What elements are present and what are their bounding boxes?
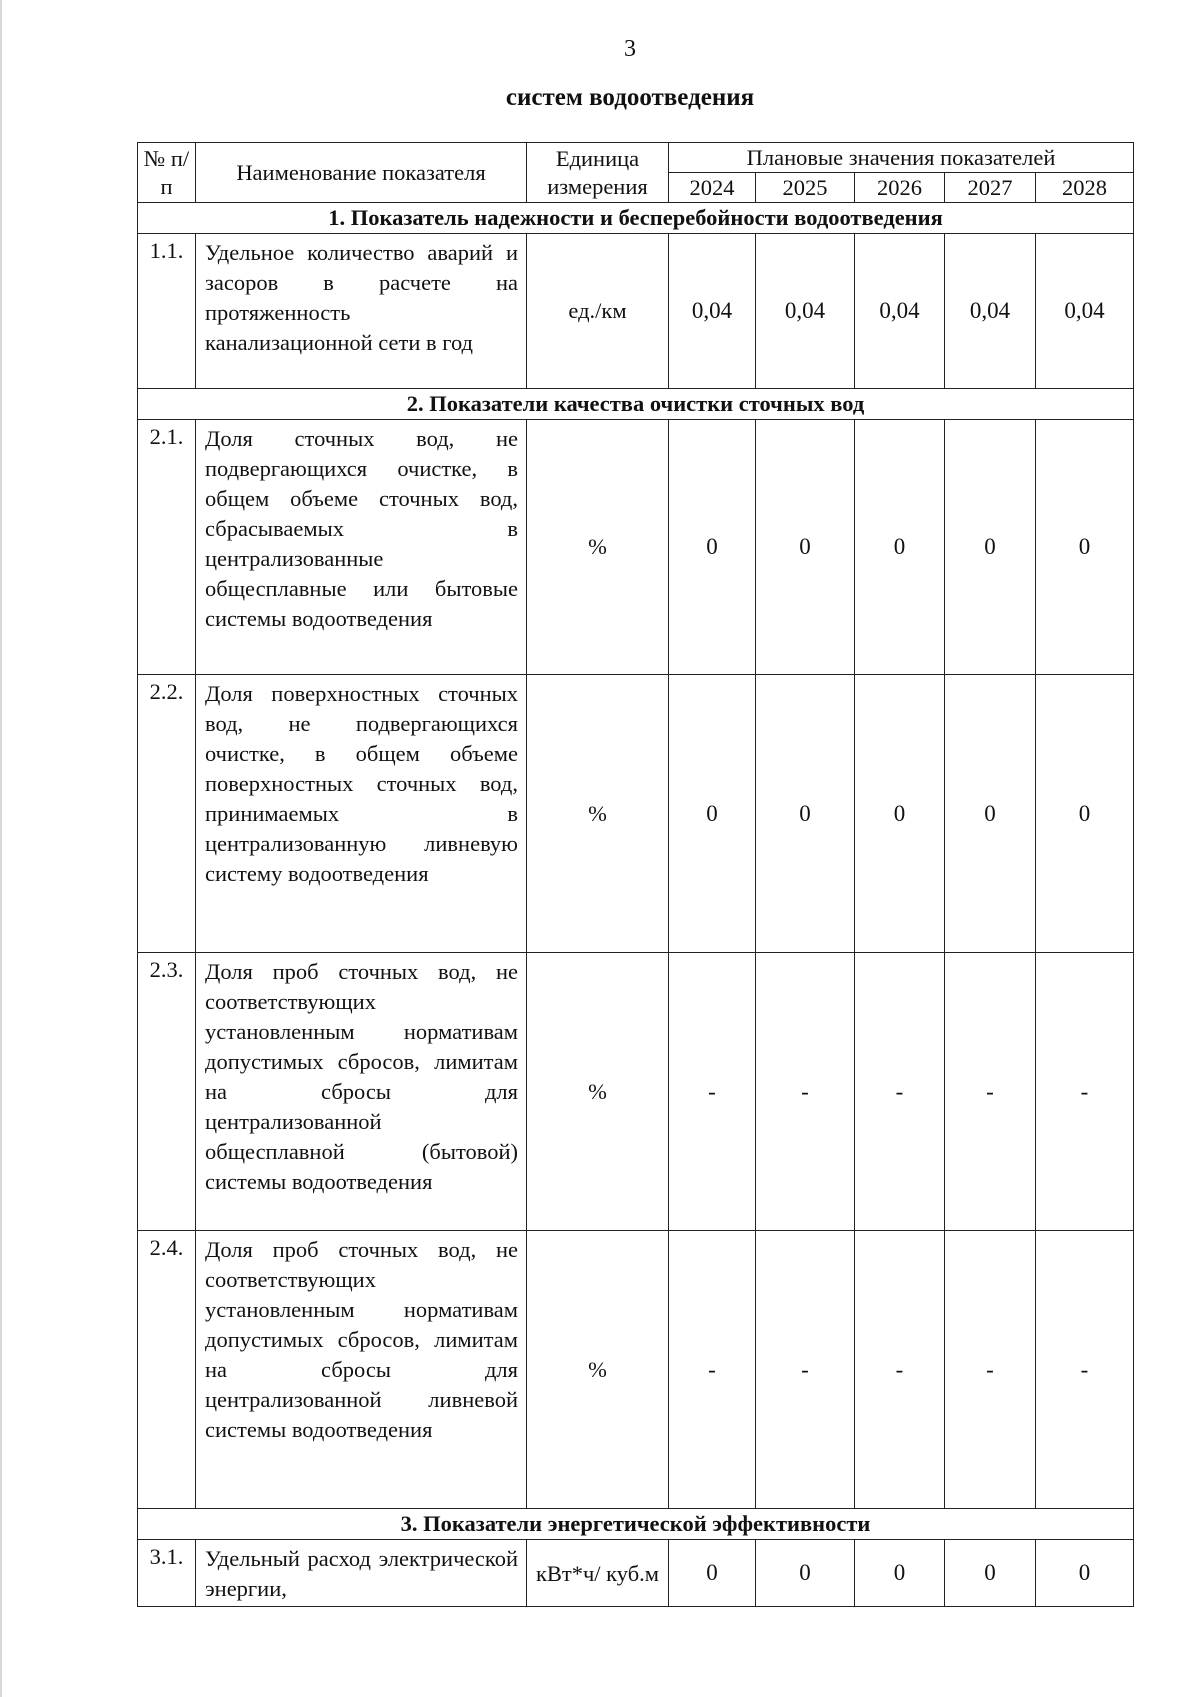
- indicators-table-wrapper: [137, 142, 1133, 1607]
- row-number: 2.4.: [138, 1231, 196, 1509]
- indicators-table: [137, 142, 1134, 1607]
- unit-cell: %: [527, 420, 669, 675]
- row-number: 2.3.: [138, 953, 196, 1231]
- value-cell: -: [756, 953, 855, 1231]
- value-cell: 0: [756, 1540, 855, 1607]
- value-cell: 0: [1036, 1540, 1134, 1607]
- value-cell: -: [945, 953, 1036, 1231]
- header-unit: Единица измерения: [527, 143, 669, 203]
- header-year: 2024: [669, 173, 756, 203]
- value-cell: -: [855, 1231, 945, 1509]
- value-cell: 0,04: [1036, 234, 1134, 389]
- table-row: [138, 1231, 1134, 1509]
- indicator-name: Доля сточных вод, не подвергающихся очистке, в общем объеме сточных вод, сбрасываемых в централизованные общесплавные или бытовые системы водоотведения: [196, 420, 527, 675]
- header-year: 2028: [1036, 173, 1134, 203]
- value-cell: 0: [945, 420, 1036, 675]
- section-title: 1. Показатель надежности и бесперебойности водоотведения: [138, 203, 1134, 234]
- value-cell: -: [855, 953, 945, 1231]
- indicator-name: Удельный расход электрической энергии,: [196, 1540, 527, 1607]
- header-year: 2026: [855, 173, 945, 203]
- value-cell: 0: [855, 1540, 945, 1607]
- row-number: 1.1.: [138, 234, 196, 389]
- table-row: [138, 234, 1134, 389]
- table-row: [138, 1540, 1134, 1607]
- value-cell: 0: [756, 420, 855, 675]
- header-name: Наименование показателя: [196, 143, 527, 203]
- value-cell: 0: [855, 420, 945, 675]
- value-cell: -: [669, 953, 756, 1231]
- value-cell: -: [945, 1231, 1036, 1509]
- value-cell: 0: [945, 675, 1036, 953]
- value-cell: 0: [1036, 675, 1134, 953]
- value-cell: 0: [756, 675, 855, 953]
- table-row: [138, 675, 1134, 953]
- unit-cell: %: [527, 953, 669, 1231]
- header-plan: Плановые значения показателей: [669, 143, 1134, 173]
- value-cell: 0: [669, 1540, 756, 1607]
- section-row: [138, 203, 1134, 234]
- value-cell: 0: [669, 675, 756, 953]
- scan-edge: [0, 0, 2, 1697]
- row-number: 2.2.: [138, 675, 196, 953]
- unit-cell: ед./км: [527, 234, 669, 389]
- row-number: 2.1.: [138, 420, 196, 675]
- value-cell: 0: [1036, 420, 1134, 675]
- header-year: 2027: [945, 173, 1036, 203]
- row-number: 3.1.: [138, 1540, 196, 1607]
- indicator-name: Доля проб сточных вод, не соответствующих установленным нормативам допустимых сбросов, лимитам на сбросы для централизованной общесплавной (бытовой) системы водоотведения: [196, 953, 527, 1231]
- page-title: систем водоотведения: [505, 84, 755, 111]
- section-title: 2. Показатели качества очистки сточных вод: [138, 389, 1134, 420]
- header-year: 2025: [756, 173, 855, 203]
- value-cell: 0: [945, 1540, 1036, 1607]
- value-cell: 0,04: [855, 234, 945, 389]
- section-title: 3. Показатели энергетической эффективности: [138, 1509, 1134, 1540]
- value-cell: 0: [855, 675, 945, 953]
- header-num: № п/п: [138, 143, 196, 203]
- table-row: [138, 420, 1134, 675]
- value-cell: 0: [669, 420, 756, 675]
- unit-cell: %: [527, 1231, 669, 1509]
- indicator-name: Доля поверхностных сточных вод, не подвергающихся очистке, в общем объеме поверхностных сточных вод, принимаемых в централизованную ливневую систему водоотведения: [196, 675, 527, 953]
- value-cell: 0,04: [669, 234, 756, 389]
- section-row: [138, 1509, 1134, 1540]
- value-cell: 0,04: [945, 234, 1036, 389]
- page-number: 3: [624, 36, 636, 62]
- section-row: [138, 389, 1134, 420]
- indicator-name: Доля проб сточных вод, не соответствующих установленным нормативам допустимых сбросов, лимитам на сбросы для централизованной ливневой системы водоотведения: [196, 1231, 527, 1509]
- unit-cell: кВт*ч/ куб.м: [527, 1540, 669, 1607]
- indicator-name: Удельное количество аварий и засоров в расчете на протяженность канализационной сети в год: [196, 234, 527, 389]
- table-row: [138, 953, 1134, 1231]
- value-cell: -: [669, 1231, 756, 1509]
- value-cell: 0,04: [756, 234, 855, 389]
- value-cell: -: [756, 1231, 855, 1509]
- unit-cell: %: [527, 675, 669, 953]
- value-cell: -: [1036, 1231, 1134, 1509]
- value-cell: -: [1036, 953, 1134, 1231]
- header-row-top: [138, 143, 1134, 173]
